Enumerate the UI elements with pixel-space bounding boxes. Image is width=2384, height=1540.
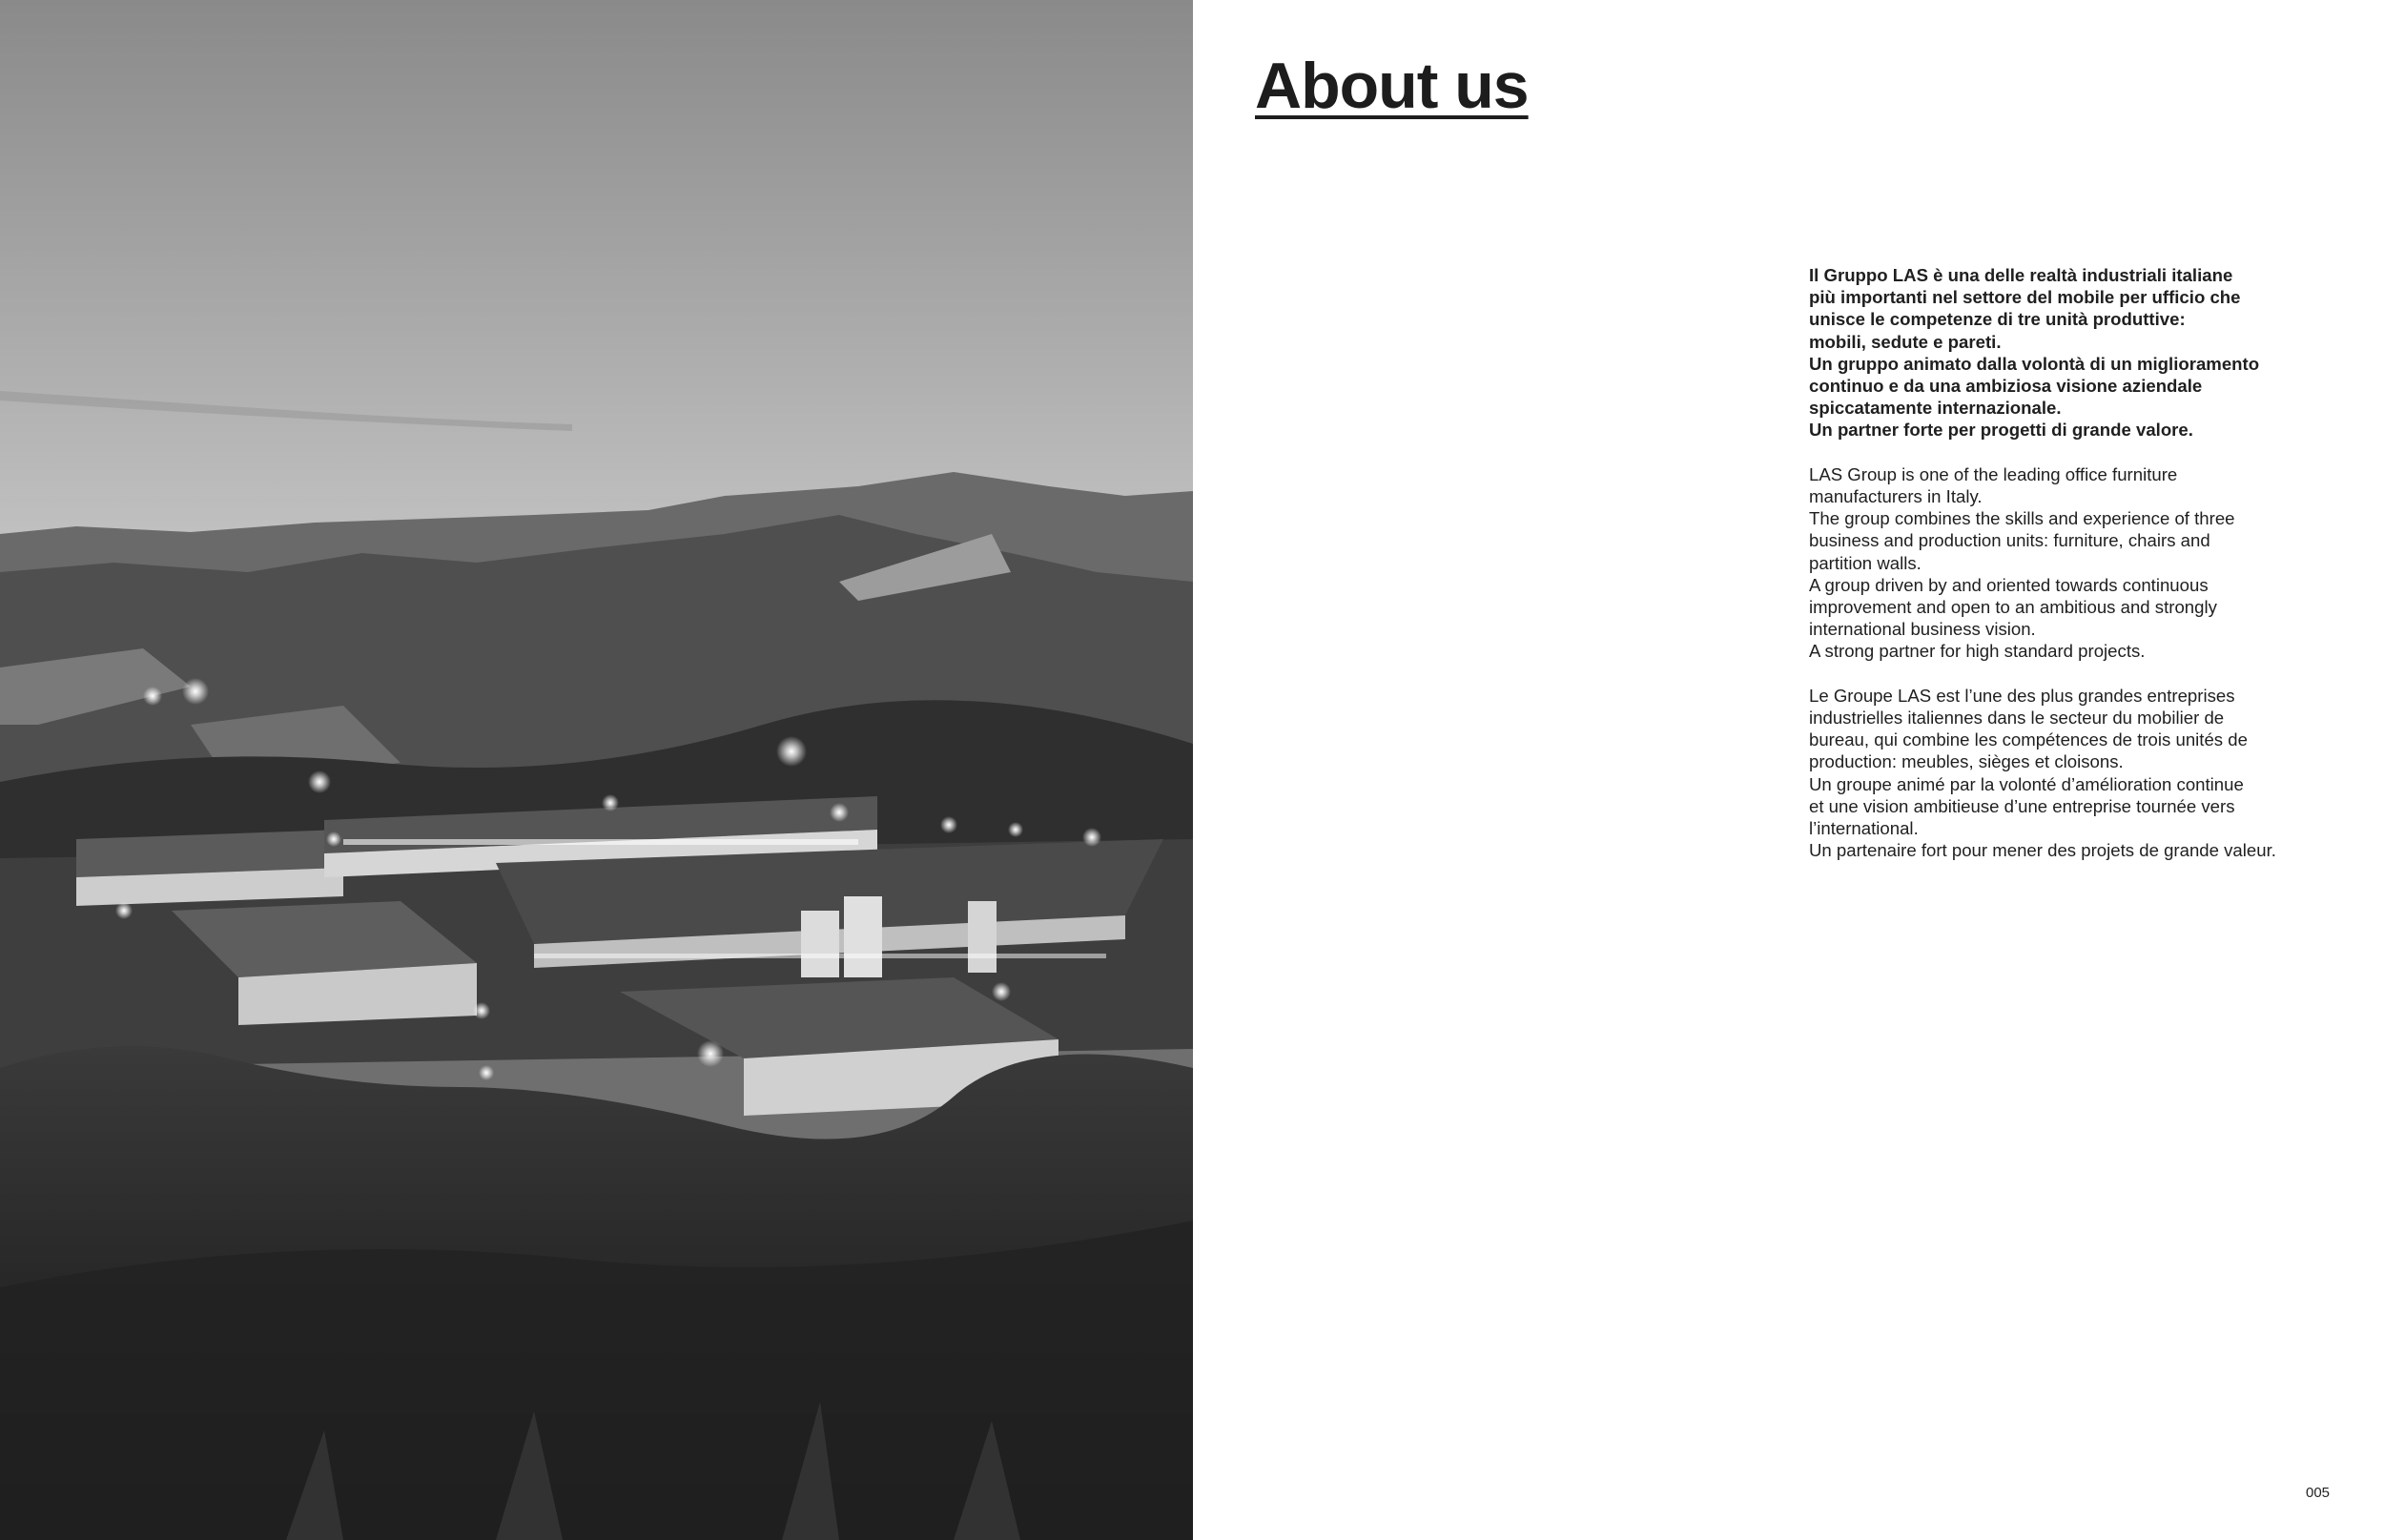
page-title: About us [1255, 50, 1529, 122]
paragraph-french: Le Groupe LAS est l’une des plus grandes entreprises industrielles italiennes dans le secteur du mobilier de bureau, qui combine les compétences de trois unités de production: meubles, sièges et cloisons. Un groupe animé par la volonté d’amélioration continue et une vision ambitieuse d’une entreprise tournée vers l’international. Un partenaire fort pour mener des projets de grande valeur. [1809, 685, 2276, 861]
paragraph-spacer [1809, 441, 2343, 463]
paragraph-italian: Il Gruppo LAS è una delle realtà industriali italiane più importanti nel settore del mobile per ufficio che unisce le competenze di tre unità produttive: mobili, sedute e pareti. Un gruppo animato dalla volontà di un miglioramento continuo e da una ambiziosa visione aziendale spiccatamente internazionale. Un partner forte per progetti di grande valore. [1809, 265, 2260, 441]
page-number: 005 [2306, 1485, 2331, 1501]
text-column [1809, 264, 2343, 861]
paragraph-spacer [1809, 663, 2343, 685]
paragraph-english: LAS Group is one of the leading office furniture manufacturers in Italy. The group combines the skills and experience of three business and production units: furniture, chairs and partition walls. A group driven by and oriented towards continuous improvement and open to an ambitious and strongly international business vision. A strong partner for high standard projects. [1809, 463, 2235, 662]
